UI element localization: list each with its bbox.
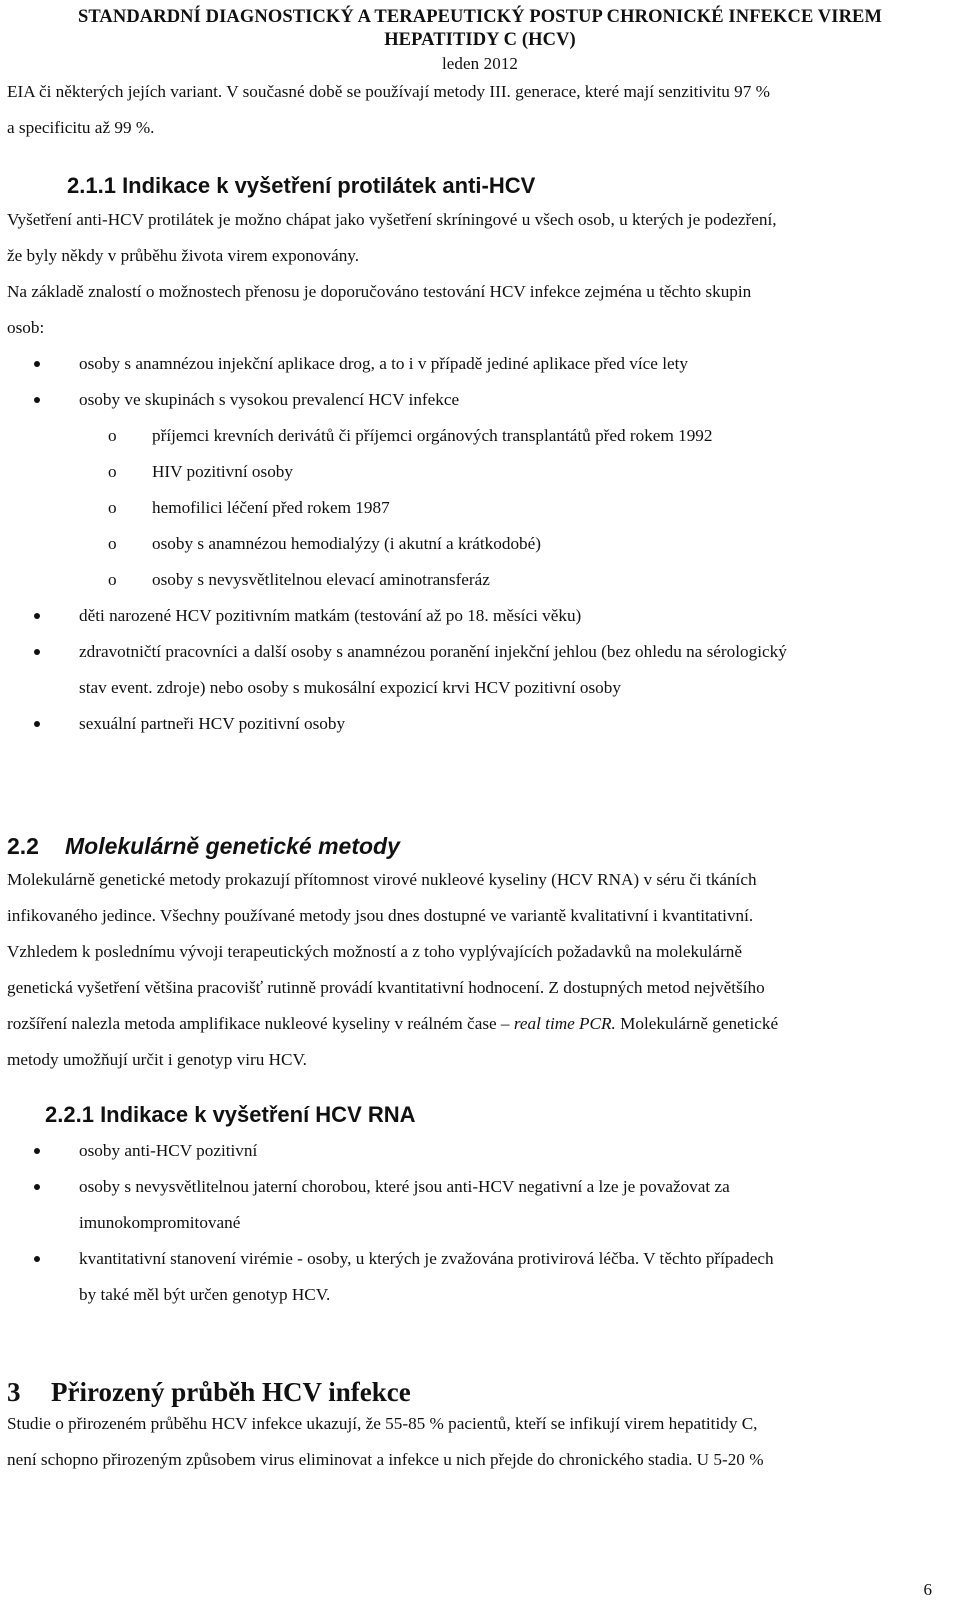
list-item-text: kvantitativní stanovení virémie - osoby, u kterých je zvažována protivirová léčba. V těchto případech [79,1249,774,1268]
section-heading [7,1374,955,1410]
paragraph-line: Na základě znalostí o možnostech přenosu je doporučováno testování HCV infekce zejména u těchto skupin [7,282,752,301]
list-item-text: osoby anti-HCV pozitivní [79,1141,258,1160]
list-item-text: osoby s nevysvětlitelnou jaterní chorobou, které jsou anti-HCV negativní a lze je považovat za [79,1177,730,1196]
section-2-1-1 [7,168,955,742]
page-number: 6 [923,1580,932,1599]
section-number: 2.2 [7,833,39,859]
sub-bullet-marker: o [108,426,117,445]
section-title: Přirozený průběh HCV infekce [51,1377,411,1407]
header-date: leden 2012 [441,54,519,73]
section-heading [7,1097,955,1133]
sub-list-item [7,454,955,490]
sub-item-text: příjemci krevních derivátů či příjemci orgánových transplantátů před rokem 1992 [152,426,713,445]
sub-item-text: osoby s anamnézou hemodialýzy (i akutní a krátkodobé) [152,534,541,553]
section-title: Indikace k vyšetření protilátek anti-HCV [122,173,536,198]
page-header [0,0,960,75]
paragraph-line: že byly někdy v průběhu života virem exponovány. [7,246,360,265]
sub-list-item [7,526,955,562]
list-item [7,346,955,382]
sub-item-text: hemofilici léčení před rokem 1987 [152,498,390,517]
list-item [7,1133,955,1169]
paragraph-line: Vyšetření anti-HCV protilátek je možno chápat jako vyšetření skríningové u všech osob, u kterých je podezření, [7,210,777,229]
list-item-continuation: imunokompromitované [79,1213,241,1232]
list-item-text: sexuální partneři HCV pozitivní osoby [79,714,346,733]
sub-bullet-marker: o [108,534,117,553]
section-number: 3 [7,1377,21,1407]
paragraph-line [7,1006,955,1042]
sub-list [7,418,955,598]
section-2-2 [7,828,955,1078]
sub-list-item [7,418,955,454]
header-title-line2: HEPATITIDY C (HCV) [384,30,576,50]
list-item [7,382,955,418]
text-run: Molekulárně genetické [615,1014,779,1033]
text-run: rozšíření nalezla metoda amplifikace nukleové kyseliny v reálném čase – [7,1014,514,1033]
paragraph-line: osob: [7,318,45,337]
paragraph-line: metody umožňují určit i genotyp viru HCV. [7,1050,307,1069]
sub-bullet-marker: o [108,498,117,517]
list-item [7,598,955,634]
italic-term: real time PCR. [513,1014,616,1033]
paragraph-line: Studie o přirozeném průběhu HCV infekce ukazují, že 55-85 % pacientů, kteří se infikují virem hepatitidy C, [7,1414,758,1433]
list-item-text: osoby ve skupinách s vysokou prevalencí HCV infekce [79,390,460,409]
sub-bullet-marker: o [108,462,117,481]
section-heading [7,168,955,204]
paragraph-line: infikovaného jedince. Všechny používané metody jsou dnes dostupné ve variantě kvalitativní i kvantitativní. [7,906,754,925]
list-item-text: zdravotničtí pracovníci a další osoby s anamnézou poranění injekční jehlou (bez ohledu na sérologický [79,642,787,661]
sub-item-text: HIV pozitivní osoby [152,462,293,481]
list-item [7,1169,955,1241]
sub-bullet-marker: o [108,570,117,589]
indication-list [7,346,955,418]
section-2-2-1 [7,1097,955,1313]
list-item-text: děti narozené HCV pozitivním matkám (testování až po 18. měsíci věku) [79,606,582,625]
paragraph-line: genetická vyšetření většina pracovišť rutinně provádí kvantitativní hodnocení. Z dostupných metod největšího [7,978,765,997]
indication-list-2 [7,598,955,742]
intro-line2: a specificitu až 99 %. [7,118,155,137]
section-3 [7,1374,955,1478]
section-title: Indikace k vyšetření HCV RNA [100,1102,416,1127]
sub-list-item [7,562,955,598]
paragraph-line: Vzhledem k poslednímu vývoji terapeutických možností a z toho vyplývajících požadavků na molekulárně [7,942,743,961]
list-item [7,634,955,706]
paragraph-line: není schopno přirozeným způsobem virus eliminovat a infekce u nich přejde do chronického stadia. U 5-20 % [7,1450,764,1469]
intro-paragraph [7,74,955,146]
intro-line1: EIA či některých jejích variant. V současné době se používají metody III. generace, které mají senzitivitu 97 % [7,82,770,101]
sub-item-text: osoby s nevysvětlitelnou elevací aminotransferáz [152,570,490,589]
list-item [7,1241,955,1313]
list-item-continuation: by také měl být určen genotyp HCV. [79,1285,331,1304]
section-title: Molekulárně genetické metody [65,833,400,859]
header-title-line1: STANDARDNÍ DIAGNOSTICKÝ A TERAPEUTICKÝ POSTUP CHRONICKÉ INFEKCE VIREM [77,7,883,27]
sub-list-item [7,490,955,526]
list-item [7,706,955,742]
list-item-text: osoby s anamnézou injekční aplikace drog, a to i v případě jediné aplikace před více lety [79,354,688,373]
section-number: 2.2.1 [45,1102,94,1127]
section-heading [7,828,955,864]
list-item-continuation: stav event. zdroje) nebo osoby s mukosální expozicí krvi HCV pozitivní osoby [79,678,621,697]
indication-list [7,1133,955,1313]
section-number: 2.1.1 [67,173,116,198]
paragraph-line: Molekulárně genetické metody prokazují přítomnost virové nukleové kyseliny (HCV RNA) v séru či tkáních [7,870,757,889]
